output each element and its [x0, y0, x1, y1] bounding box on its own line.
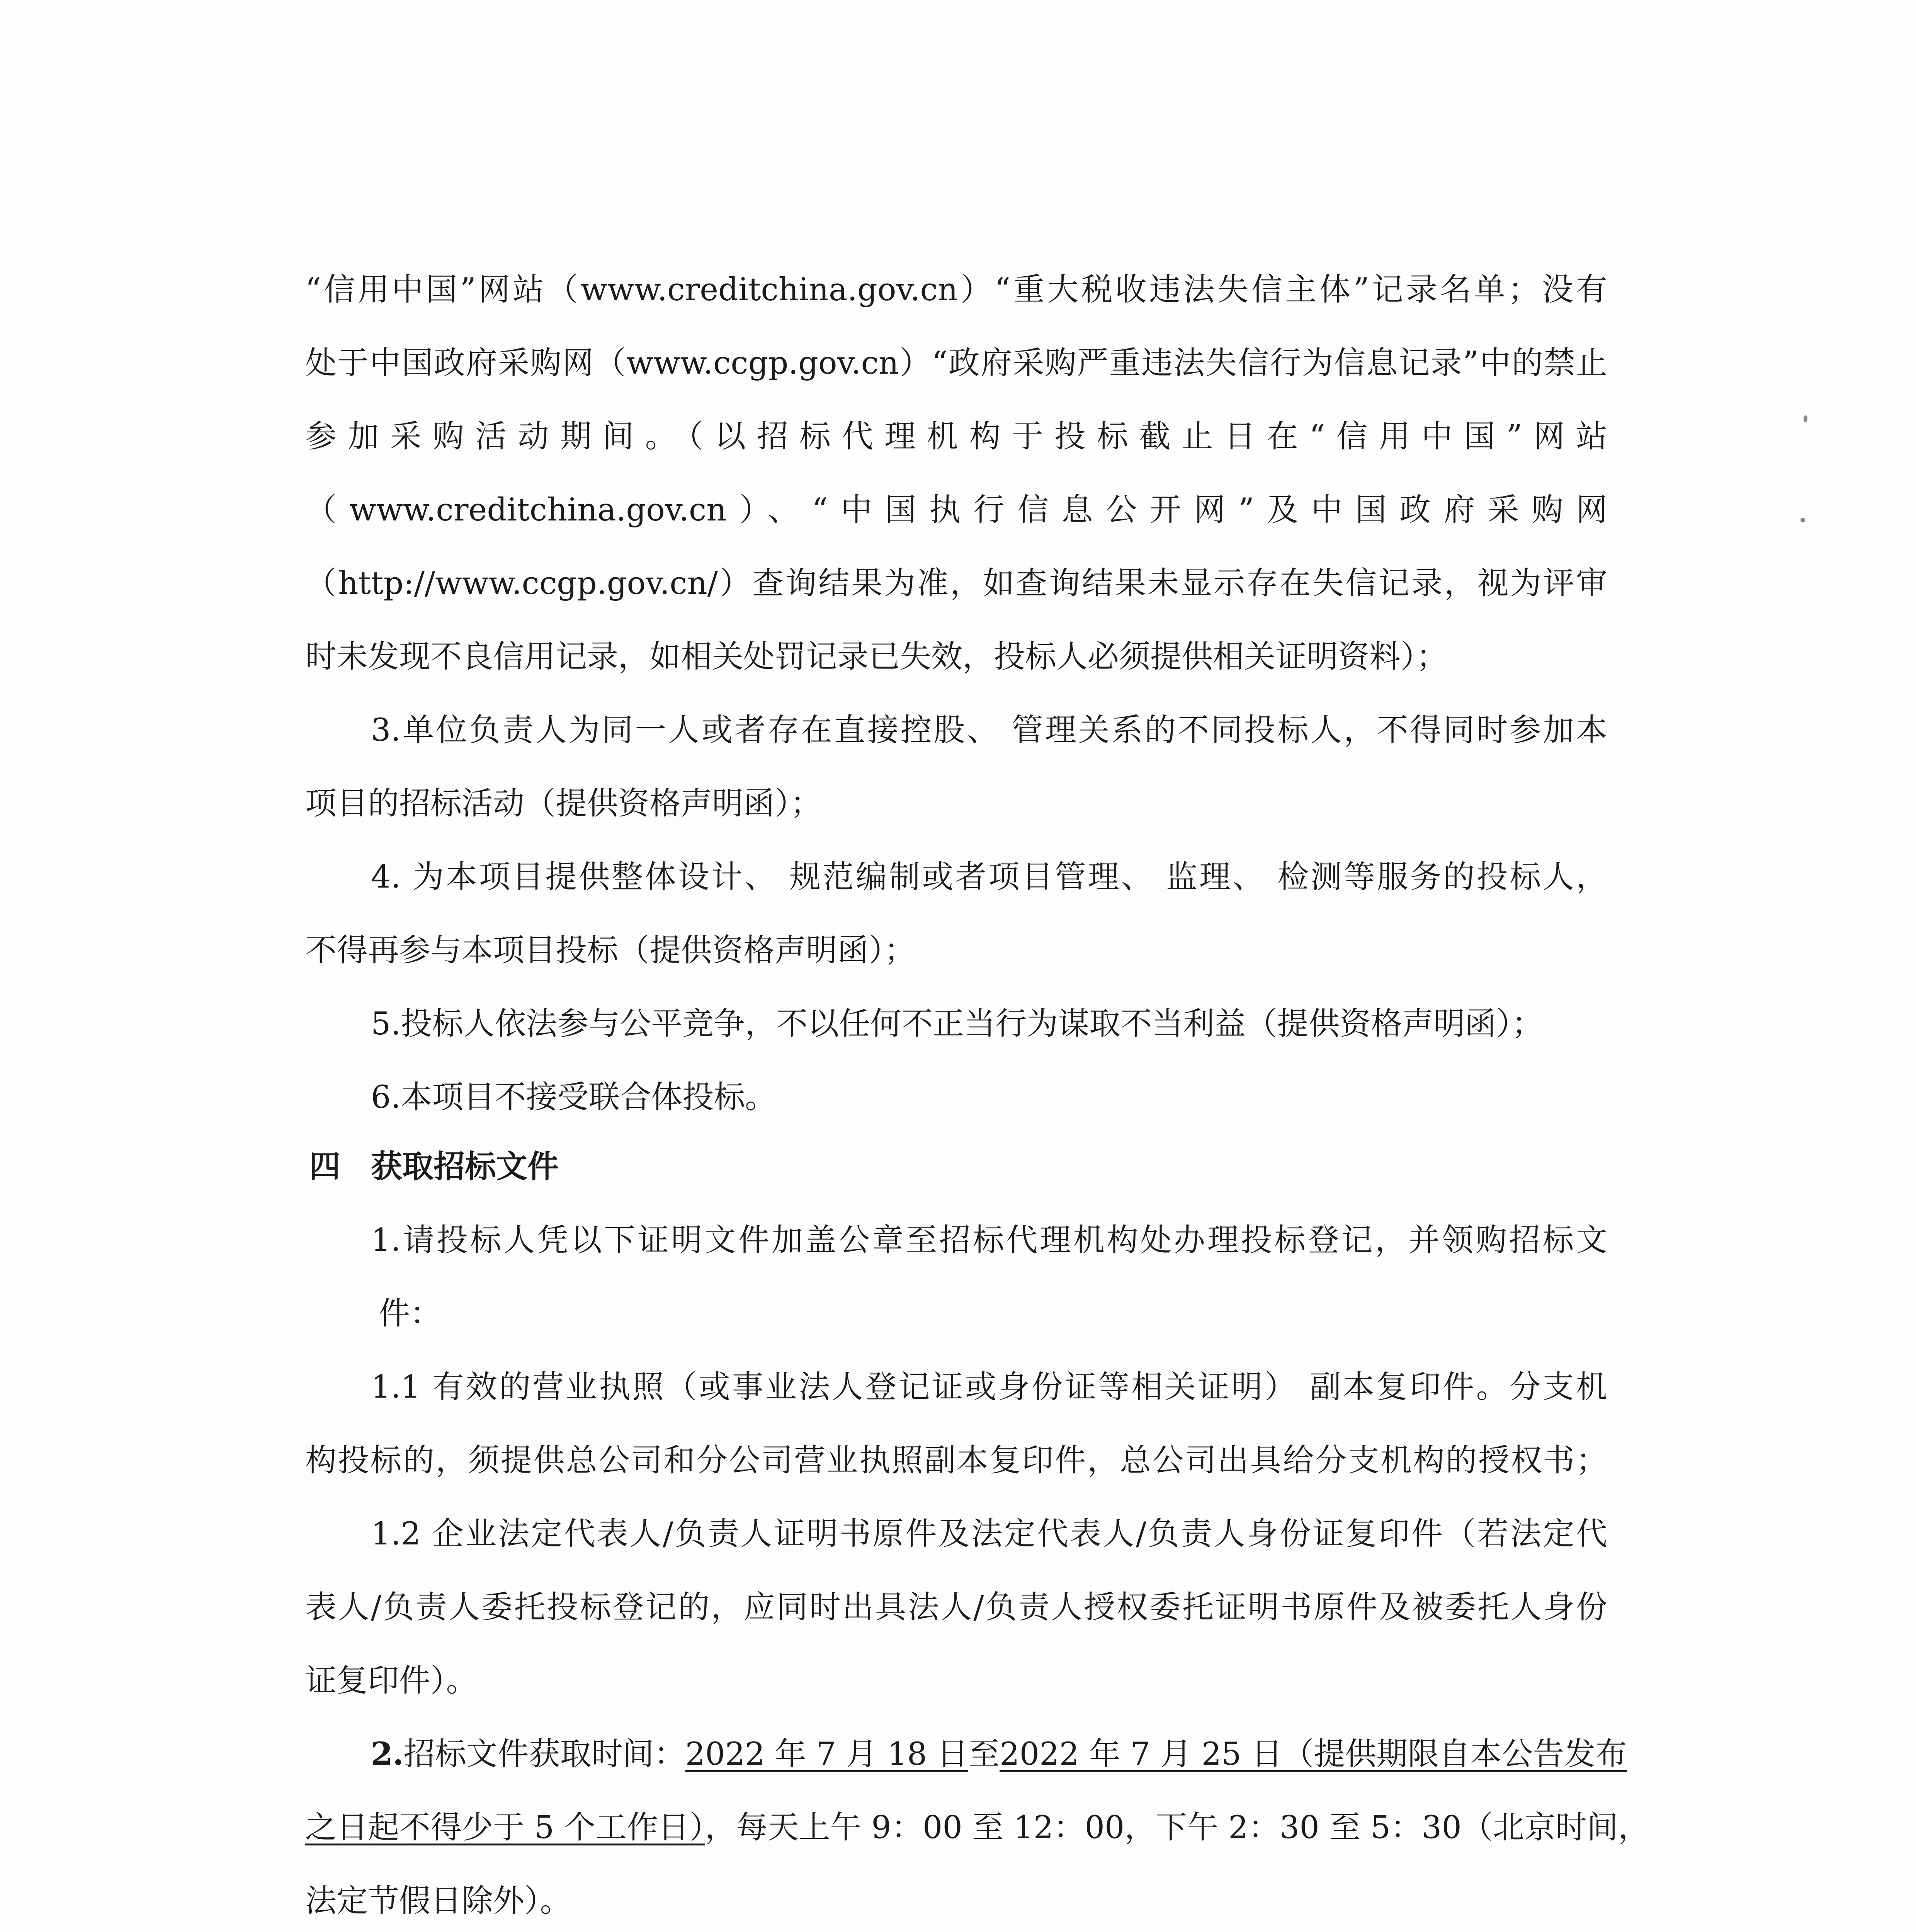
start-date: 2022 年 7 月 18 日: [685, 1736, 969, 1772]
list-item-1-2: 1.2 企业法定代表人/负责人证明书原件及法定代表人/负责人身份证复印件（若法定代: [371, 1516, 1607, 1552]
section-number: 四: [309, 1148, 341, 1185]
paragraph-line: 项目的招标活动（提供资格声明函）；: [305, 786, 822, 822]
scan-speck: [1800, 518, 1805, 522]
paragraph-line: 参加采购活动期间。（以招标代理机构于投标截止日在“信用中国”网站: [305, 418, 1607, 455]
item-label: 招标文件获取时间：: [403, 1736, 685, 1772]
list-item-6: 6.本项目不接受联合体投标。: [371, 1079, 777, 1116]
paragraph-line: 时未发现不良信用记录，如相关处罚记录已失效，投标人必须提供相关证明资料）；: [305, 639, 1448, 675]
end-date: 2022 年 7 月 25 日（提供期限自本公告发布: [1000, 1736, 1627, 1772]
paragraph-line: 法定节假日除外）。: [305, 1883, 571, 1919]
period-note: 之日起不得少于 5 个工作日）: [305, 1810, 705, 1846]
item-number: 2.: [371, 1736, 404, 1772]
paragraph-line: 处于中国政府采购网（www.ccgp.gov.cn）“政府采购严重违法失信行为信息记录”中的禁止: [305, 345, 1607, 381]
office-hours: ，每天上午 9：00 至 12：00，下午 2：30 至 5：30（北京时间，: [705, 1810, 1649, 1846]
list-item-1-1: 1.1 有效的营业执照（或事业法人登记证或身份证等相关证明） 副本复印件。分支机: [371, 1369, 1607, 1405]
paragraph-line: “信用中国”网站（www.creditchina.gov.cn）“重大税收违法失信主体”记录名单；没有: [305, 272, 1607, 308]
list-item-3: 3.单位负责人为同一人或者存在直接控股、 管理关系的不同投标人，不得同时参加本: [371, 712, 1607, 748]
paragraph-line: 表人/负责人委托投标登记的，应同时出具法人/负责人授权委托证明书原件及被委托人身份: [305, 1589, 1607, 1626]
paragraph-line: （http://www.ccgp.gov.cn/）查询结果为准，如查询结果未显示存在失信记录，视为评审: [305, 565, 1607, 602]
paragraph-line: （www.creditchina.gov.cn）、“中国执行信息公开网”及中国政府采购网: [305, 492, 1607, 528]
paragraph-line: 构投标的，须提供总公司和分公司营业执照副本复印件，总公司出具给分支机构的授权书；: [305, 1442, 1607, 1479]
paragraph-line: 不得再参与本项目投标（提供资格声明函）；: [305, 932, 916, 969]
list-item-5: 5.投标人依法参与公平竞争，不以任何不正当行为谋取不当利益（提供资格声明函）；: [371, 1006, 1543, 1042]
list-item-1: 1.请投标人凭以下证明文件加盖公章至招标代理机构处办理投标登记，并领购招标文: [371, 1222, 1607, 1259]
list-item-4: 4. 为本项目提供整体设计、 规范编制或者项目管理、 监理、 检测等服务的投标人，: [371, 859, 1607, 895]
paragraph-line: 件：: [379, 1296, 442, 1332]
paragraph-line: 证复印件）。: [305, 1663, 478, 1699]
scan-speck: [1804, 415, 1807, 422]
list-item-2: [371, 1735, 1627, 1774]
item-text: 至: [968, 1736, 1000, 1772]
paragraph-line: [305, 1808, 1649, 1847]
section-heading: 获取招标文件: [371, 1148, 559, 1185]
